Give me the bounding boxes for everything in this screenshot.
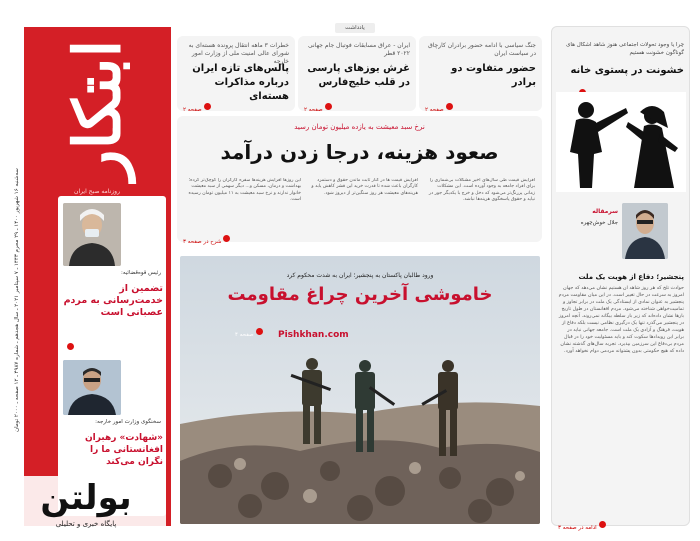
- main-story-headline: صعود هزینه، درجا زدن درآمد: [220, 140, 499, 164]
- main-story-col-mid: افزایش قیمت ها در کنار ثابت ماندن حقوق و دستمزد کارگران باعث شده تا قدرت خرید این قشر کاهش یابد و هزینه‌های معیشت هر روز سنگین‌تر از دیروز شود.: [311, 178, 418, 196]
- watermark-logo: بولتن: [40, 478, 132, 518]
- author-photo: [622, 203, 668, 259]
- photo-watermark: Pishkhan.com: [278, 330, 349, 340]
- page-dot-icon: [446, 103, 453, 110]
- top-story-2[interactable]: [298, 36, 416, 111]
- masthead-logo: ابتکار: [60, 39, 135, 181]
- issue-line-wrap: [6, 120, 28, 480]
- page-dot-icon: [599, 521, 606, 528]
- top-story-3-page: صفحه ۲: [183, 96, 211, 115]
- top-story-1-kicker: جنگ سیاسی با ادامه حضور برادران کارچاق در سیاست ایران: [428, 42, 536, 57]
- right-kicker: چرا یا وجود تحولات اجتماعی هنوز شاهد اشکال های گوناگون خشونت هستیم: [566, 42, 684, 56]
- main-story-col-right: افزایش قیمت طی سال‌های اخیر مشکلات بی‌شماری را برای افراد جامعه به وجود آورده است. این مشکلات زمانی پررنگ‌تر می‌شود که دخل و خرج با یکدیگر جور در نیاید و حقوق پاسخگوی هزینه‌ها نباشد.: [428, 178, 535, 203]
- violence-silhouette-icon: [556, 92, 686, 192]
- main-story-col-left: این روزها افزایش هزینه‌ها سفره کارگران را کوچک‌تر کرده؛ بهداشت و درمان، مسکن و... دیگر سهمی از سبد معیشت خانوار ندارند و نرخ سبد معیشت به ۱۱ میلیون تومان رسیده است.: [188, 178, 301, 203]
- author-name: جلال خوش‌چهره: [580, 220, 618, 226]
- top-story-2-headline: غرش یوزهای پارسی در قلب خلیج‌فارس: [307, 63, 410, 88]
- page-dot-icon: [256, 328, 263, 335]
- author-role: سرمقاله: [592, 208, 618, 215]
- main-story[interactable]: [177, 116, 542, 245]
- top-story-1-page: صفحه ۲: [425, 96, 453, 115]
- person1-caption: رئیس قوه‌قضائیه:: [120, 270, 161, 276]
- right-article-title: پنجشیر؛ دفاع از هویت یک ملت: [578, 273, 684, 281]
- person2-photo: [63, 360, 121, 415]
- top-story-2-kicker: ایران - عراق مسابقات فوتبال جام جهانی ۲۰۲۲ قطر: [308, 42, 410, 57]
- violence-illustration: [556, 92, 686, 192]
- photo-story-headline: خاموشی آخرین چراغ مقاومت: [227, 284, 493, 305]
- main-story-continued[interactable]: شرح در صفحه ۳: [183, 228, 230, 247]
- photo-story-page[interactable]: صفحه ۴: [235, 321, 263, 340]
- watermark-subtitle: پایگاه خبری و تحلیلی: [55, 520, 117, 528]
- editorial-label: یادداشت: [335, 23, 375, 33]
- top-story-3-kicker: خطرات ۳ ماهه انتقال پرونده هسته‌ای به شورای عالی امنیت ملی از وزارت امور خارجه: [188, 42, 289, 65]
- top-story-2-page: صفحه ۲: [304, 96, 332, 115]
- person2-quote: «شهادت» رهبران افغانستانی ما را نگران می‌کند: [84, 433, 163, 467]
- page-dot-icon: [325, 103, 332, 110]
- site-watermark: [6, 476, 166, 538]
- page-dot-icon: [67, 343, 74, 350]
- issue-line: سه‌شنبه ۱۶ شهریور ۱۴۰۰ ـ ۲۹ محرم ۱۴۴۳ ـ ۷ سپتامبر ۲۰۲۱ ـ سال هجدهم ـ شماره ۴۹۸۷ ـ ۱۲ صفحه ـ ۲۰۰۰ تومان: [14, 168, 20, 432]
- right-headline: خشونت در پستوی خانه: [570, 65, 684, 76]
- masthead-logo-wrap: [26, 30, 169, 190]
- author-portrait-icon: [622, 203, 668, 259]
- top-story-3[interactable]: [177, 36, 295, 111]
- top-story-3-headline: پالس‌های تازه ایران درباره مذاکرات هسته‌ای: [192, 63, 289, 102]
- person1-photo: [63, 203, 121, 266]
- masthead-tagline: روزنامه صبح ایران: [74, 188, 120, 195]
- person2-caption: سخنگوی وزارت امور خارجه:: [95, 419, 161, 425]
- person2-portrait-icon: [63, 360, 121, 415]
- right-article-text: حوادث تلخ که هر روز شاهد آن هستیم نشان می‌دهد که جهان امروز به سرعت در حال تغییر است. در این میان مقاومت مردم پنجشیر به عنوان نمادی از ایستادگی یک ملت در برابر تجاوز و تمامیت‌خواهی شناخته می‌شود. مردم افغانستان در طول تاریخ بارها نشان داده‌اند که زیر بار سلطه بیگانه نمی‌روند. آنچه امروز در پنجشیر می‌گذرد تنها یک درگیری نظامی نیست بلکه دفاع از هویت، فرهنگ و آزادی یک ملت است. جامعه جهانی نباید در برابر این رویدادها سکوت کند و باید مسئولیت خود را در قبال مردم بی‌دفاع این سرزمین بپذیرد. تجربه سال‌های گذشته نشان داده که هیچ حکومتی بدون پشتوانه مردمی دوام نخواهد آورد.: [558, 286, 684, 354]
- page-dot-icon: [204, 103, 211, 110]
- person1-page-link[interactable]: [65, 336, 74, 355]
- right-article-continued[interactable]: ادامه در صفحه ۳: [558, 514, 606, 533]
- page-dot-icon: [223, 235, 230, 242]
- top-story-1-headline: حضور متفاوت دو برادر: [451, 63, 536, 88]
- person1-quote: تضمین از خدمت‌رسانی به مردم عصبانی است: [63, 283, 163, 318]
- top-story-1[interactable]: [419, 36, 542, 111]
- person1-portrait-icon: [63, 203, 121, 266]
- main-story-kicker: نرخ سبد معیشت به یازده میلیون تومان رسید: [294, 123, 425, 131]
- photo-story-kicker: ورود طالبان پاکستان به پنجشیر؛ ایران به شدت محکوم کرد: [286, 272, 434, 279]
